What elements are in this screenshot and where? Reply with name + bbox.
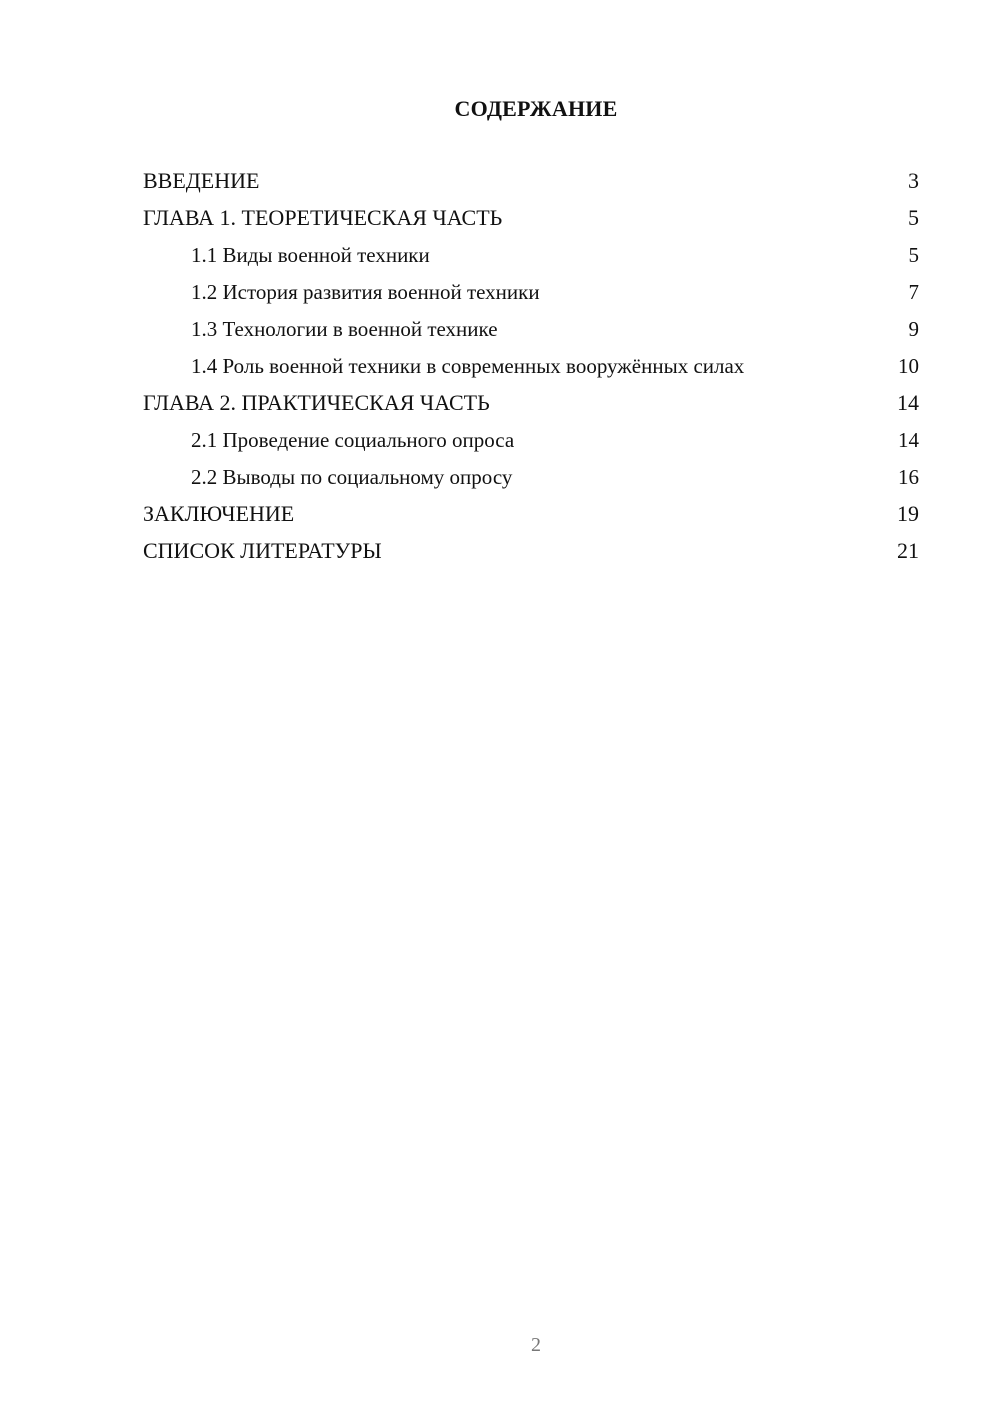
toc-entry-page: 14 (898, 428, 919, 452)
toc-entry-page: 5 (908, 243, 919, 267)
toc-entry-page: 19 (897, 501, 919, 526)
toc-entry-section-1-4 (143, 353, 919, 379)
toc-entry-section-2-2 (143, 464, 919, 490)
toc-entry-label: 2.1 Проведение социального опроса (191, 428, 515, 452)
toc-entry-page: 21 (897, 538, 919, 563)
toc-entry-chapter-2 (143, 390, 919, 416)
toc-entry-page: 9 (908, 317, 919, 341)
toc-entry-page: 16 (898, 465, 919, 489)
toc-entry-section-1-2 (143, 279, 919, 305)
toc-entry-page: 3 (908, 168, 919, 193)
page-number: 2 (531, 1334, 541, 1356)
toc-entry-label: 1.3 Технологии в военной технике (191, 317, 498, 341)
toc-entry-page: 7 (908, 280, 919, 304)
toc-entry-conclusion (143, 501, 919, 527)
toc-entry-label: 1.2 История развития военной техники (191, 280, 540, 304)
toc-entry-section-1-1 (143, 242, 919, 268)
toc-entry-chapter-1 (143, 205, 919, 231)
toc-entry-page: 5 (908, 205, 919, 230)
toc-entry-section-1-3 (143, 316, 919, 342)
toc-entry-label: ГЛАВА 2. ПРАКТИЧЕСКАЯ ЧАСТЬ (143, 390, 490, 415)
toc-entry-label: 2.2 Выводы по социальному опросу (191, 465, 513, 489)
toc-entry-page: 10 (898, 354, 919, 378)
table-of-contents (143, 168, 919, 575)
toc-entry-label: СПИСОК ЛИТЕРАТУРЫ (143, 538, 382, 563)
toc-entry-label: ГЛАВА 1. ТЕОРЕТИЧЕСКАЯ ЧАСТЬ (143, 205, 503, 230)
toc-entry-label: ЗАКЛЮЧЕНИЕ (143, 501, 295, 526)
toc-entry-bibliography (143, 538, 919, 564)
page-title: СОДЕРЖАНИЕ (454, 96, 618, 121)
toc-entry-introduction (143, 168, 919, 194)
toc-entry-section-2-1 (143, 427, 919, 453)
toc-entry-page: 14 (897, 390, 919, 415)
toc-entry-label: 1.4 Роль военной техники в современных вооружённых силах (191, 354, 745, 378)
toc-entry-label: 1.1 Виды военной техники (191, 243, 430, 267)
toc-entry-label: ВВЕДЕНИЕ (143, 168, 260, 193)
